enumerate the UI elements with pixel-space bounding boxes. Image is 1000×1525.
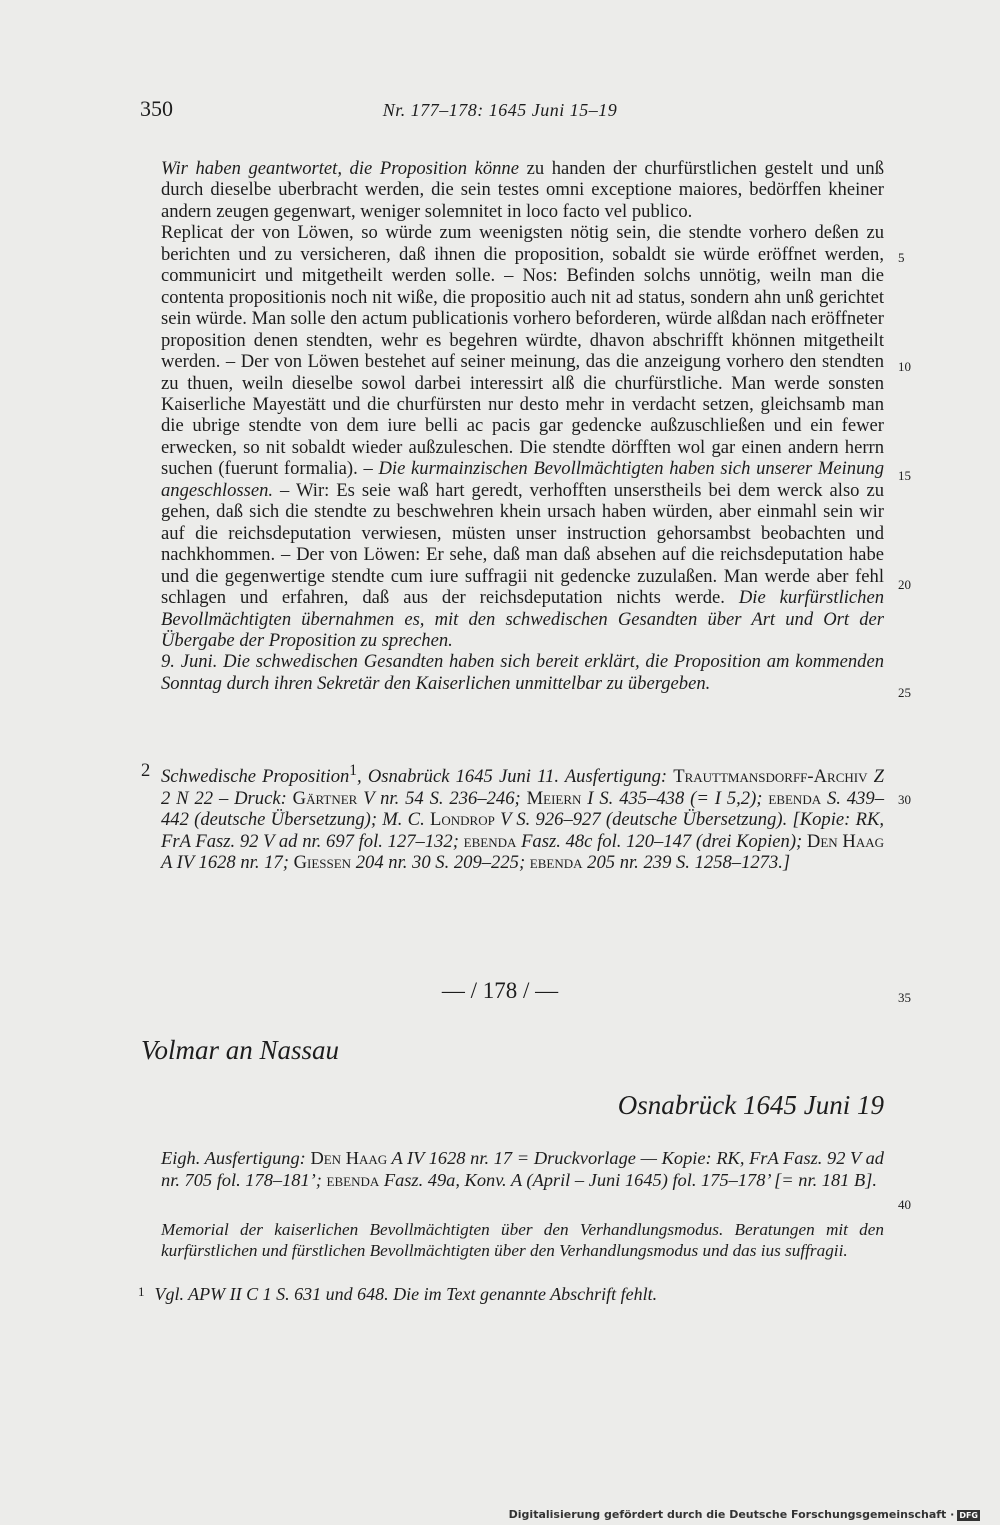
digitization-credit: Digitalisierung gefördert durch die Deutsche Forschungsgemeinschaft · DFG	[508, 1508, 978, 1521]
footnote-text: Vgl. APW II C 1 S. 631 und 648. Die im Text genannte Abschrift fehlt.	[154, 1284, 658, 1304]
document-place-date: Osnabrück 1645 Juni 19	[617, 1090, 884, 1120]
document-title: Volmar an Nassau	[141, 1035, 340, 1065]
page-number: 350	[140, 96, 173, 121]
footnote-1	[138, 1284, 657, 1305]
line-number-5: 5	[898, 250, 905, 265]
line-number-15: 15	[898, 468, 911, 483]
note-2-number: 2	[141, 760, 151, 781]
note-2: 2 Schwedische Proposition$^1$, Osnabrück 1645 Juni 11. Ausfertigung: Trauttmansdorff-Archiv Z 2 N 22 – Druck: Gärtner V nr. 54 S. 236–246; Meiern I S. 435–438 (= I 5,2); ebenda S. 439–442 (deutsche Übersetzung); M. C. Londrop V S. 926–927 (deutsche Übersetzung). [Kopie: RK, FrA Fasz. 92 V ad nr. 697 fol. 127–132; ebenda Fasz. 48c fol. 120–147 (drei Kopien); Den Haag A IV 1628 nr. 17; Giessen 204 nr. 30 S. 209–225; ebenda 205 nr. 239 S. 1258–1273.]	[141, 760, 884, 873]
document-summary: Memorial der kaiserlichen Bevollmächtigten über den Verhandlungsmodus. Beratungen mit den kurfürstlichen und fürstlichen Bevollmächtigten über den Verhandlungsmodus und das ius suffragii.	[161, 1220, 884, 1260]
source-description: Eigh. Ausfertigung: Den Haag A IV 1628 nr. 17 = Druckvorlage — Kopie: RK, FrA Fasz. 92 V ad nr. 705 fol. 178–181’; ebenda Fasz. 49a, Konv. A (April – Juni 1645) fol. 175–178’ [= nr. 181 B].	[161, 1148, 884, 1190]
paragraph-3: 9. Juni. Die schwedischen Gesandten haben sich bereit erklärt, die Proposition am kommenden Sonntag durch ihren Sekretär den Kaiserlichen unmittelbar zu übergeben.	[161, 651, 884, 694]
main-text-block	[161, 158, 884, 694]
dfg-logo: DFG	[959, 1510, 978, 1520]
running-header: Nr. 177–178: 1645 Juni 15–19	[382, 100, 618, 120]
line-number-25: 25	[898, 685, 911, 700]
line-number-20: 20	[898, 577, 911, 592]
footnote-number: 1	[138, 1284, 145, 1299]
line-number-10: 10	[898, 359, 911, 374]
line-number-35: 35	[898, 990, 911, 1005]
section-number: — / 178 / —	[441, 978, 559, 1003]
paragraph-1: Wir haben geantwortet, die Proposition könne zu handen der churfürstlichen gestelt und unß durch dieselbe uberbracht werden, die sein testes omni exceptione maiores, bedörffen kheiner andern zeugen gegenwart, weniger solemnitet in loco facto vel publico.	[161, 158, 884, 222]
line-number-40: 40	[898, 1197, 911, 1212]
paragraph-2: Replicat der von Löwen, so würde zum weenigsten nötig sein, die stendte vorhero deßen zu berichten und zu versicheren, daß ihnen die proposition, sobaldt sie würde eröffnet werden, communicirt und mitgetheilt werden solle. – Nos: Befinden solchs unnötig, weiln man die contenta propositionis noch nit wiße, die propositio auch nit ad status, sondern ahn unß gerichtet sein würde. Man solle den actum publicationis vorhero beforderen, würde alßdan nach eröffneter proposition denen stendten, wehr es begehren würdte, dhavon abschrifft khönnen mitgetheilt werden. – Der von Löwen bestehet auf seiner meinung, das die anzeigung vorhero den stendten zu thuen, weiln dieselbe sowol darbei interessirt alß die churfürstliche. Man werde sonsten Kaiserliche Mayestätt und die churfürsten nur desto mehr in verdacht setzen, gleichsamb man die ubrige stendte von dem iure belli ac pacis gar gedencke außzuschließen und ein fewer erwecken, so nit sobaldt wieder außzuleschen. Die stendte dörfften wol gar einen andern herrn suchen (fuerunt formalia). – Die kurmainzischen Bevollmächtigten haben sich unserer Meinung angeschlossen. – Wir: Es seie waß hart geredt, verhofften unserstheils bei dem werck also zu gehen, daß sich die stendte zu beschwehren khein ursach haben würden, aber einmahl sein wir auf die reichsdeputation verwiesen, müsten unser instruction gehorsambst beobachten und nachkhommen. – Der von Löwen: Er sehe, daß man daß absehen auf die reichsdeputation habe und die gegenwertige stendte cum iure suffragii nit gedencke zuzulaßen. Man werde aber fehl schlagen und erfahren, daß aus der reichsdeputation nichts werde. Die kurfürstlichen Bevollmächtigten übernahmen es, mit den schwedischen Gesandten über Art und Ort der Übergabe der Proposition zu sprechen.	[161, 222, 884, 651]
line-number-30: 30	[898, 792, 911, 807]
